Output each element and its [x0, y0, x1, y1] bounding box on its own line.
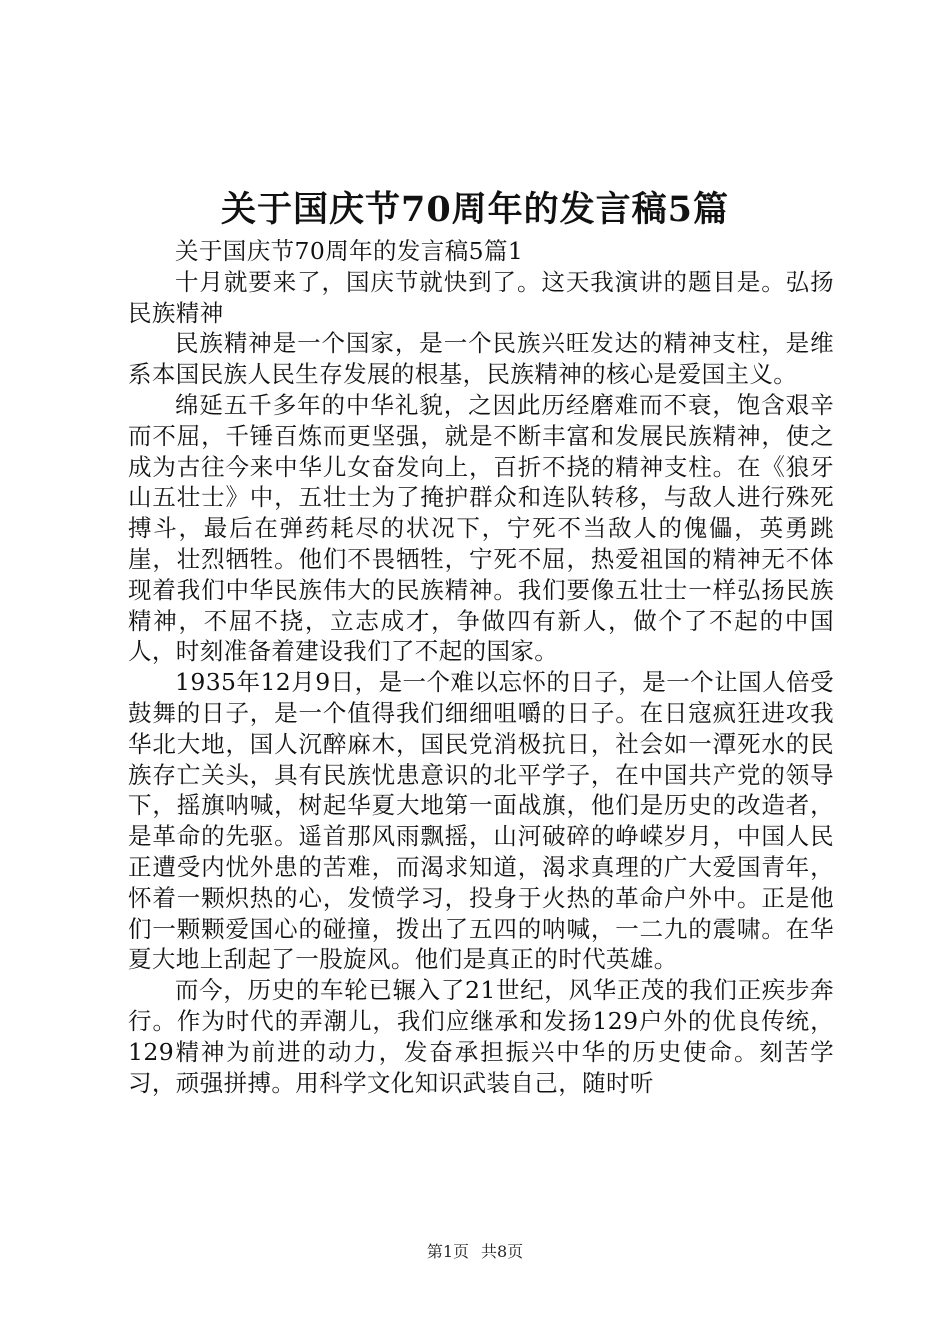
section-heading: 关于国庆节70周年的发言稿5篇1	[175, 237, 524, 265]
body-paragraph: 1935年12月9日，是一个难以忘怀的日子，是一个让国人倍受鼓舞的日子，是一个值得我们细细咀嚼的日子。在日寇疯狂进攻我华北大地，国人沉醉麻木，国民党消极抗日，社会如一潭死水的民族存亡关头，具有民族忧患意识的北平学子，在中国共产党的领导下，摇旗呐喊，树起华夏大地第一面战旗，他们是历史的改造者，是革命的先驱。遥首那风雨飘摇，山河破碎的峥嵘岁月，中国人民正遭受内忧外患的苦难，而渴求知道，渴求真理的广大爱国青年，怀着一颗炽热的心，发愤学习，投身于火热的革命户外中。正是他们一颗颗爱国心的碰撞，拨出了五四的呐喊，一二九的震啸。在华夏大地上刮起了一股旋风。他们是真正的时代英雄。	[128, 668, 834, 974]
page-footer	[0, 1241, 950, 1263]
document-body	[128, 236, 834, 1098]
document-title: 关于国庆节70周年的发言稿5篇	[220, 189, 730, 230]
body-paragraph: 十月就要来了，国庆节就快到了。这天我演讲的题目是。弘扬民族精神	[128, 267, 834, 327]
total-pages: 共8页	[481, 1242, 524, 1261]
body-paragraph: 民族精神是一个国家，是一个民族兴旺发达的精神支柱，是维系本国民族人民生存发展的根基，民族精神的核心是爱国主义。	[128, 329, 834, 389]
body-paragraph: 绵延五千多年的中华礼貌，之因此历经磨难而不衰，饱含艰辛而不屈，千锤百炼而更坚强，就是不断丰富和发展民族精神，使之成为古往今来中华儿女奋发向上，百折不挠的精神支柱。在《狼牙山五壮士》中，五壮士为了掩护群众和连队转移，与敌人进行殊死搏斗，最后在弹药耗尽的状况下，宁死不当敌人的傀儡，英勇跳崖，壮烈牺牲。他们不畏牺牲，宁死不屈，热爱祖国的精神无不体现着我们中华民族伟大的民族精神。我们要像五壮士一样弘扬民族精神，不屈不挠，立志成才，争做四有新人，做个了不起的中国人，时刻准备着建设我们了不起的国家。	[128, 390, 834, 666]
page-number: 第1页	[426, 1242, 469, 1261]
body-paragraph: 而今，历史的车轮已辗入了21世纪，风华正茂的我们正疾步奔行。作为时代的弄潮儿，我们应继承和发扬129户外的优良传统，129精神为前进的动力，发奋承担振兴中华的历史使命。刻苦学习，顽强拼搏。用科学文化知识武装自己，随时听	[128, 976, 834, 1097]
